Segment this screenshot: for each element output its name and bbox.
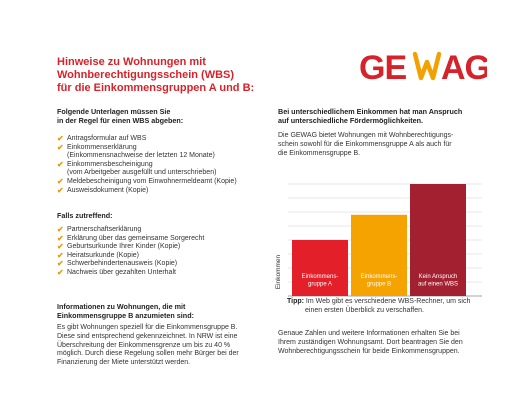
gewag-logo-mark [357,48,487,84]
list-item: ✔ Geburtsurkunde Ihrer Kinder (Kopie) [57,242,181,252]
page-title: Hinweise zu Wohnungen mit Wohnberechtigungsschein (WBS) für die Einkommensgruppen A und B: [57,56,255,94]
group-b-heading: Informationen zu Wohnungen, die mit Einkommensgruppe B anzumieten sind: [57,302,194,320]
check-icon: ✔ [57,142,64,152]
list-item: ✔ Schwerbehindertenausweis (Kopie) [57,259,178,269]
chart-bar-label: Einkommens- [360,274,398,280]
check-icon: ✔ [57,134,64,143]
check-icon: ✔ [57,185,64,195]
required-docs-heading: Folgende Unterlagen müssen Sie in der Regel für einen WBS abgeben: [57,107,184,125]
if-applicable-list [57,226,285,278]
list-item: ✔ Antragsformular auf WBS [57,134,147,143]
list-item: ✔ Meldebescheinigung vom Einwohnermeldeamt (Kopie) [57,176,237,186]
right-closing-section [278,330,493,356]
svg-text:GE: GE [359,49,407,84]
group-b-text: Es gibt Wohnungen speziell für die Einkommensgruppe B. Diese sind entsprechend gekennzeichnet. In NRW ist eine Überschreitung der Einkommensgrenze um bis zu 40 % möglich. Durch diese Regelung sollen mehr Bürger bei der Finanzierung der Miete unterstützt werden. [57,324,239,367]
check-icon: ✔ [57,225,64,234]
check-icon: ✔ [57,233,64,243]
required-docs-section [57,107,285,195]
list-item: ✔ Erklärung über das gemeinsame Sorgerecht [57,233,205,243]
chart-bar-label: Einkommens- [301,274,339,280]
check-icon: ✔ [57,242,64,252]
check-icon: ✔ [57,250,64,260]
chart-bar-label: auf einen WBS [417,281,459,288]
check-icon: ✔ [57,267,64,277]
if-applicable-heading: Falls zutreffend: [57,211,113,220]
list-item: ✔ Einkommensbescheinigung (vom Arbeitgeber ausgefüllt und unterschrieben) [57,159,217,177]
chart-bar-label: Kein Anspruch [418,274,458,280]
chart-y-axis-label: Einkommen [275,254,282,290]
right-intro-section [278,107,493,158]
tip-label: Tipp: [287,298,304,305]
right-intro-text: Die GEWAG bietet Wohnungen mit Wohnberechtigungs- schein sowohl für die Einkommensgruppe A als auch für die Einkommensgruppe B. [278,132,454,157]
svg-text:AG: AG [441,49,487,84]
chart-bar-labels [302,274,458,288]
list-item: ✔ Einkommenserklärung (Einkommensnachweise der letzten 12 Monate) [57,142,215,160]
chart-bar-label: gruppe A [307,281,333,288]
income-bar-chart [270,176,485,301]
list-item: ✔ Nachweis über gezahlten Unterhalt [57,267,176,277]
group-b-section [57,302,285,368]
check-icon: ✔ [57,176,64,186]
list-item: ✔ Ausweisdokument (Kopie) [57,185,149,195]
check-icon: ✔ [57,259,64,269]
list-item: ✔ Heiratsurkunde (Kopie) [57,250,139,260]
check-icon: ✔ [57,159,64,169]
if-applicable-section [57,211,285,278]
list-item: ✔ Partnerschaftserklärung [57,225,142,234]
tip-text: Tipp: Im Web gibt es verschiedene WBS-Rechner, um sich einen ersten Überblick zu verschaffen. [287,298,471,314]
chart-bar-label: gruppe B [366,281,392,288]
chart-bar [292,240,348,296]
right-heading: Bei unterschiedlichem Einkommen hat man Anspruch auf unterschiedliche Fördermöglichkeiten. [278,107,463,125]
right-closing-text: Genaue Zahlen und weitere Informationen erhalten Sie bei Ihrem zuständigen Wohnungsamt. Dort beantragen Sie den Wohnberechtigungsschein für beide Einkommensgruppen. [278,330,463,355]
required-docs-list [57,135,285,195]
gewag-logo [357,48,487,84]
